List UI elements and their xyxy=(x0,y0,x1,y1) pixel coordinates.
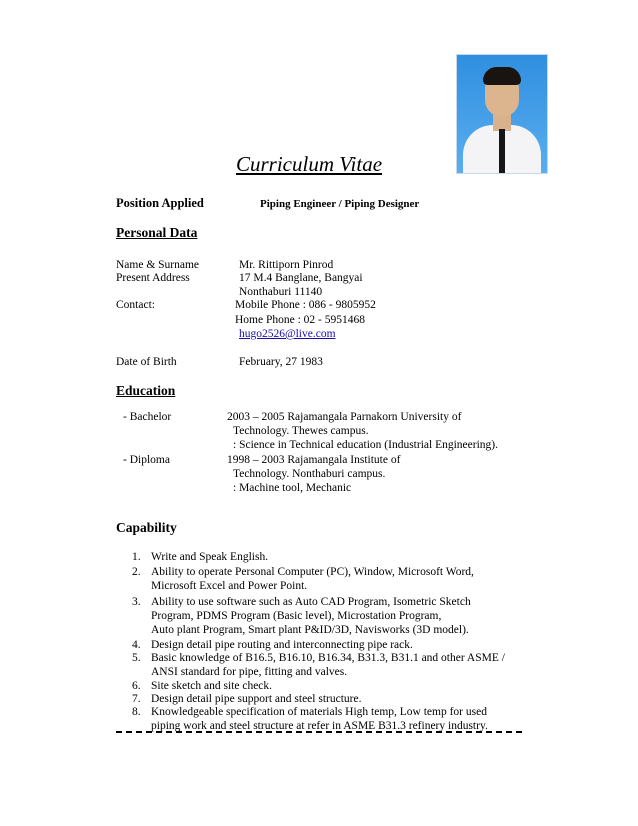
diploma-label: - Diploma xyxy=(123,454,170,466)
capability-item-text: Ability to operate Personal Computer (PC), Window, Microsoft Word, xyxy=(151,566,474,578)
capability-item-number: 1. xyxy=(132,551,141,563)
capability-item-text: Write and Speak English. xyxy=(151,551,269,563)
contact-label: Contact: xyxy=(116,299,155,311)
dob-label: Date of Birth xyxy=(116,356,177,368)
capability-item-number: 2. xyxy=(132,566,141,578)
position-label: Position Applied xyxy=(116,196,204,210)
name-value: Mr. Rittiporn Pinrod xyxy=(239,259,334,271)
bachelor-line-2: Technology. Thewes campus. xyxy=(233,425,369,437)
capability-item-text: Design detail pipe support and steel structure. xyxy=(151,693,362,705)
capability-item-number: 7. xyxy=(132,693,141,705)
bachelor-line-3: : Science in Technical education (Industrial Engineering). xyxy=(233,439,498,451)
profile-photo xyxy=(456,54,548,174)
dob-value: February, 27 1983 xyxy=(239,356,323,368)
capability-item-text: Auto plant Program, Smart plant P&ID/3D, Navisworks (3D model). xyxy=(151,624,469,636)
position-value: Piping Engineer / Piping Designer xyxy=(260,198,420,210)
education-heading: Education xyxy=(116,383,176,398)
personal-data-heading: Personal Data xyxy=(116,225,198,240)
address-line-1: 17 M.4 Banglane, Bangyai xyxy=(239,272,363,284)
capability-item-number: 4. xyxy=(132,639,141,651)
capability-item-text: piping work and steel structure at refer in ASME B31.3 refinery industry. xyxy=(151,720,488,732)
email-link[interactable]: hugo2526@live.com xyxy=(239,328,336,340)
capability-item-number: 5. xyxy=(132,652,141,664)
capability-item-number: 6. xyxy=(132,680,141,692)
bachelor-line-1: 2003 – 2005 Rajamangala Parnakorn University of xyxy=(227,411,462,423)
section-divider xyxy=(116,731,522,736)
capability-item-number: 3. xyxy=(132,596,141,608)
capability-item-text: Ability to use software such as Auto CAD Program, Isometric Sketch xyxy=(151,596,471,608)
capability-item-text: Site sketch and site check. xyxy=(151,680,273,692)
diploma-line-3: : Machine tool, Mechanic xyxy=(233,482,352,494)
home-phone: Home Phone : 02 - 5951468 xyxy=(235,314,366,326)
photo-tie xyxy=(499,129,505,173)
capability-item-text: Basic knowledge of B16.5, B16.10, B16.34, B31.3, B31.1 and other ASME / xyxy=(151,652,505,664)
capability-item-text: Program, PDMS Program (Basic level), Microstation Program, xyxy=(151,610,442,622)
bachelor-label: - Bachelor xyxy=(123,411,172,423)
capability-item-text: Design detail pipe routing and interconnecting pipe rack. xyxy=(151,639,413,651)
address-line-2: Nonthaburi 11140 xyxy=(239,286,323,298)
capability-item-text: Knowledgeable specification of materials High temp, Low temp for used xyxy=(151,706,487,718)
photo-hair xyxy=(483,67,521,85)
address-label: Present Address xyxy=(116,272,190,284)
document-title: Curriculum Vitae xyxy=(236,152,383,176)
capability-item-text: ANSI standard for pipe, fitting and valves. xyxy=(151,666,348,678)
capability-item-text: Microsoft Excel and Power Point. xyxy=(151,580,308,592)
capability-item-number: 8. xyxy=(132,706,141,718)
diploma-line-2: Technology. Nonthaburi campus. xyxy=(233,468,386,480)
diploma-line-1: 1998 – 2003 Rajamangala Institute of xyxy=(227,454,401,466)
name-label: Name & Surname xyxy=(116,259,200,271)
capability-heading: Capability xyxy=(116,520,177,535)
mobile-phone: Mobile Phone : 086 - 9805952 xyxy=(235,299,376,311)
